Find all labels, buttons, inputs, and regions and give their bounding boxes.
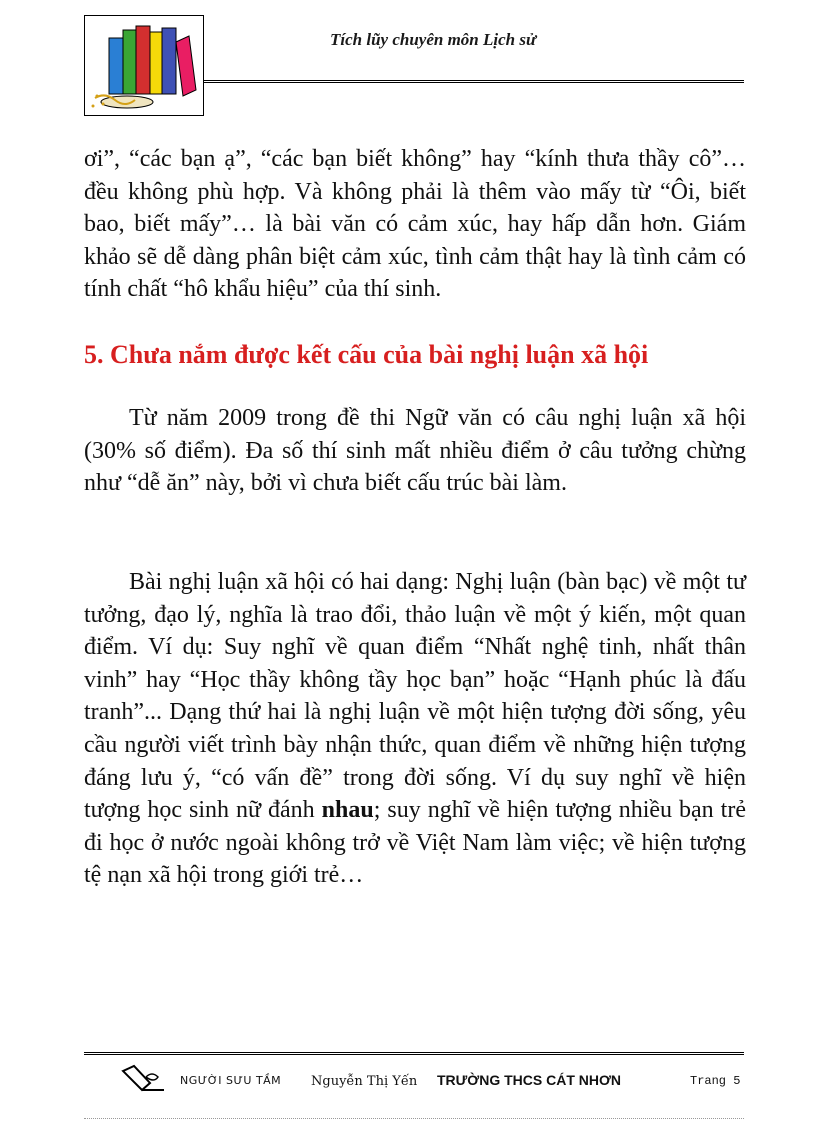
paragraph-3-text-b: ; suy nghĩ về hiện tượng nhiều bạn trẻ đi học ở nước ngoài không trở về Việt Nam làm việc; về hiện tượng tệ nạn xã hội trong giới trẻ… [84, 797, 746, 889]
school-name: TRƯỜNG THCS CÁT NHƠN [437, 1072, 622, 1088]
pen-icon [120, 1063, 168, 1093]
header-divider [203, 80, 744, 83]
paragraph-2: Từ năm 2009 trong đề thi Ngữ văn có câu nghị luận xã hội (30% số điểm). Đa số thí sinh mất nhiều điểm ở câu tưởng chừng như “dễ ăn” này, bởi vì chưa biết cấu trúc bài làm. [84, 405, 746, 497]
header-logo [84, 15, 204, 116]
section-heading: 5. Chưa nắm được kết cấu của bài nghị luận xã hội [84, 340, 649, 369]
author-name: Nguyễn Thị Yến [311, 1074, 418, 1089]
page-bottom-edge [84, 1118, 744, 1119]
paragraph-3 [84, 566, 746, 892]
collector-label: NGƯỜI SƯU TẦM [180, 1074, 282, 1087]
footer-divider [84, 1052, 744, 1055]
paragraph-3-text-a: Bài nghị luận xã hội có hai dạng: Nghị luận (bàn bạc) về một tư tưởng, đạo lý, nghĩa là trao đổi, thảo luận về một ý kiến, một quan điểm. Ví dụ: Suy nghĩ về quan điểm “Nhất nghệ tinh, nhất thân vinh” hay “Học thầy không tầy học bạn” hoặc “Hạnh phúc là đấu tranh”... Dạng thứ hai là nghị luận về một hiện tượng đời sống, yêu cầu người viết trình bày nhận thức, quan điểm về những hiện tượng đáng lưu ý, “có vấn đề” trong đời sống. Ví dụ suy nghĩ về hiện tượng học sinh nữ đánh [84, 569, 746, 824]
paragraph-3-bold: nhau [321, 797, 374, 824]
page-number: Trang 5 [690, 1074, 741, 1088]
books-icon [85, 16, 203, 115]
header-title: Tích lũy chuyên môn Lịch sử [330, 30, 537, 49]
page-footer [0, 1066, 816, 1096]
paragraph-1: ơi”, “các bạn ạ”, “các bạn biết không” hay “kính thưa thầy cô”… đều không phù hợp. Và không phải là thêm vào mấy từ “Ôi, biết bao, biết mấy”… là bài văn có cảm xúc, hay hấp dẫn hơn. Giám khảo sẽ dễ dàng phân biệt cảm xúc, tình cảm thật hay là tình cảm có tính chất “hô khẩu hiệu” của thí sinh. [84, 146, 746, 303]
